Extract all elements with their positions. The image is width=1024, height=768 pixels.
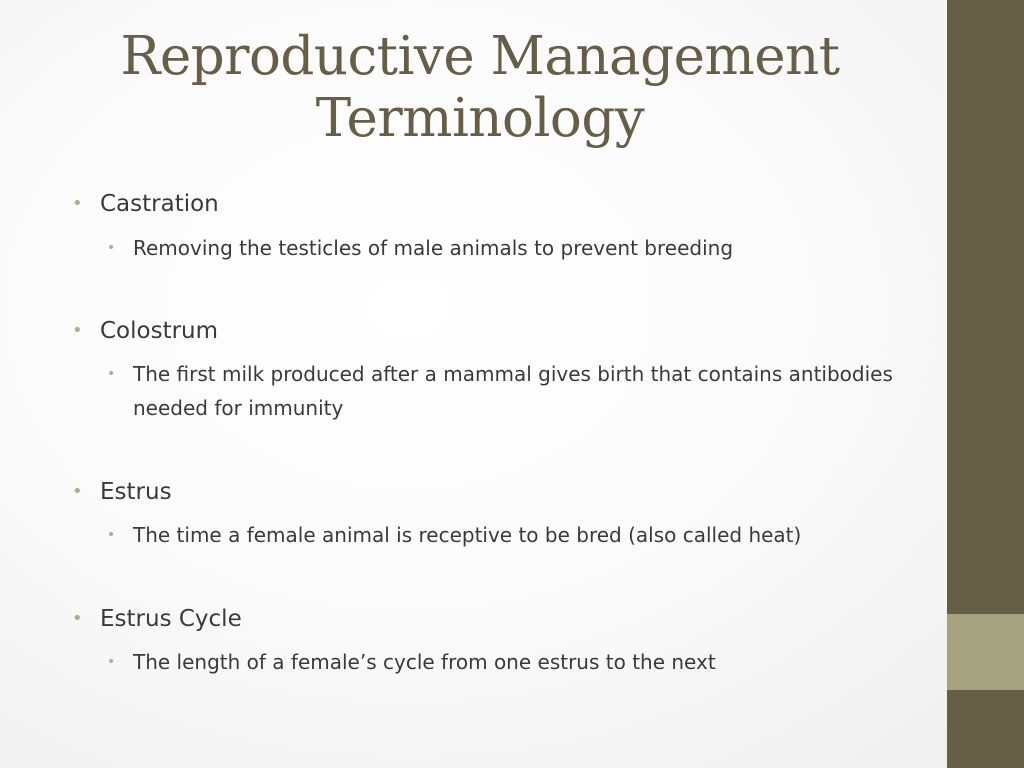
definition-text: The first milk produced after a mammal gives birth that contains antibodies needed for immunity <box>133 362 893 420</box>
term-label: Colostrum <box>100 318 219 344</box>
bullet-icon: • <box>72 481 83 502</box>
sidebar-accent-block <box>947 614 1024 690</box>
bullet-icon: • <box>72 320 83 341</box>
term-label: Estrus <box>100 479 172 505</box>
bullet-icon: • <box>107 654 116 670</box>
definition-text: The time a female animal is receptive to be bred (also called heat) <box>133 523 802 547</box>
bullet-icon: • <box>72 608 83 629</box>
slide-title: Reproductive Management Terminology <box>120 26 840 149</box>
bullet-icon: • <box>72 193 83 214</box>
term-label: Castration <box>100 191 219 217</box>
bullet-icon: • <box>107 527 116 543</box>
bullet-icon: • <box>107 366 116 382</box>
definition-text: Removing the testicles of male animals to prevent breeding <box>133 236 734 260</box>
definition-text: The length of a female’s cycle from one estrus to the next <box>133 650 716 674</box>
bullet-icon: • <box>107 240 116 256</box>
term-label: Estrus Cycle <box>100 606 242 632</box>
